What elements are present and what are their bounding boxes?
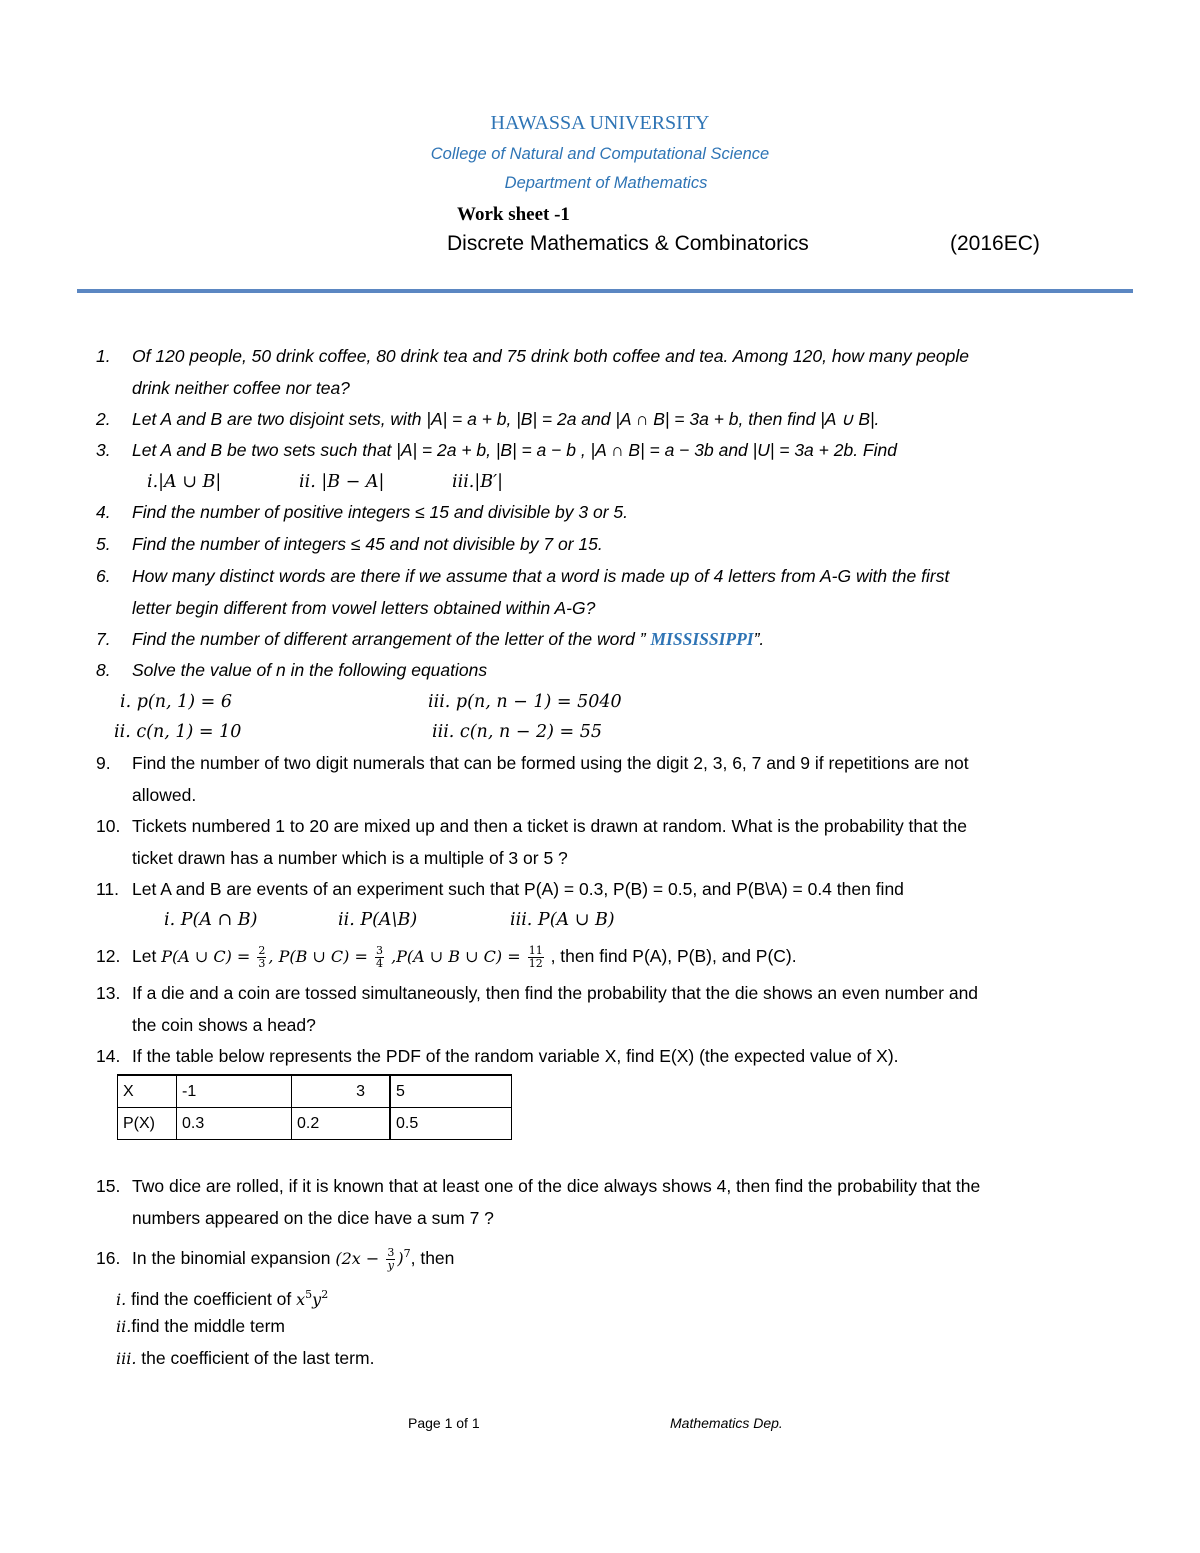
table-row [118,1108,512,1140]
question-text-end: , then find P(A), P(B), and P(C). [545,946,797,966]
question-text-continued: ticket drawn has a number which is a multiple of 3 or 5 ? [132,847,568,868]
part-text: find the middle term [131,1316,286,1336]
denominator: y [387,1258,394,1272]
question-10 [96,811,1126,874]
question-text: Find the number of different arrangement of the letter of the word ” [132,629,651,649]
q8-part-iii-a: iii. p(n, n − 1) = 5040 [428,692,622,712]
part-label: i. [116,1289,127,1309]
exponent: 5 [305,1288,313,1301]
pdf-table [117,1074,512,1140]
table-cell: 5 [390,1075,512,1108]
question-9 [96,748,1126,811]
math-expression: (2x − [335,1248,385,1268]
question-text: Two dice are rolled, if it is known that at least one of the dice always shows 4, then find the probability that the [132,1176,981,1196]
math-var: y [312,1289,322,1309]
question-13 [96,978,1126,1041]
part-text: find the coefficient of [126,1288,297,1309]
question-number: 11. [96,879,120,899]
question-14 [96,1041,1126,1073]
part-label: iii. [116,1349,137,1368]
table-cell: X [118,1075,177,1108]
question-number: 14. [96,1046,121,1066]
math-expression: ,P(A ∪ B ∪ C) = [385,947,526,966]
worksheet-title: Work sheet -1 [457,204,570,225]
numerator: 3 [387,1245,395,1259]
question-number: 8. [96,660,111,680]
college-name: College of Natural and Computational Science [430,145,770,163]
q3-part-iii: iii.|B′| [452,472,503,492]
numerator: 11 [528,943,543,957]
question-text: If the table below represents the PDF of the random variable X, find E(X) (the expected value of X). [132,1046,899,1066]
table-cell: P(X) [118,1108,177,1140]
question-text-continued: drink neither coffee nor tea? [132,377,350,398]
q16-part-ii [116,1311,285,1342]
question-text-continued: allowed. [132,784,197,805]
part-text: the coefficient of the last term. [136,1348,375,1368]
question-number: 3. [96,440,111,460]
table-cell: 3 [292,1075,391,1108]
table-cell: 0.3 [177,1108,292,1140]
exponent: 2 [321,1288,329,1301]
question-11 [96,874,1126,906]
question-text: How many distinct words are there if we assume that a word is made up of 4 letters from A-G with the first [132,566,950,586]
q11-part-i: i. P(A ∩ B) [164,910,258,930]
question-text: Let A and B be two sets such that |A| = 2a + b, |B| = a − b , |A ∩ B| = a − 3b and |U| = 3a + 2b. Find [132,440,897,460]
question-number: 1. [96,346,111,366]
highlighted-word: MISSISSIPPI [650,629,754,649]
question-text: Let [132,946,162,966]
math-expression: , P(B ∪ C) = [268,947,373,966]
fraction [386,1247,395,1272]
q11-part-ii: ii. P(A\B) [338,910,418,930]
question-number: 5. [96,534,111,554]
footer-department: Mathematics Dep. [670,1415,783,1431]
numerator: 2 [258,943,266,957]
question-4 [96,497,1126,529]
question-number: 15. [96,1176,121,1196]
question-text: If a die and a coin are tossed simultaneously, then find the probability that the die shows an even number and [132,983,979,1003]
q16-part-iii [116,1343,374,1374]
course-title: Discrete Mathematics & Combinatorics [447,232,809,255]
table-row [118,1075,512,1108]
question-text: Let A and B are events of an experiment such that P(A) = 0.3, P(B) = 0.5, and P(B\A) = 0.4 then find [132,879,904,899]
question-6 [96,561,1126,624]
q3-part-ii: ii. |B − A| [299,472,385,492]
question-text: Find the number of two digit numerals that can be formed using the digit 2, 3, 6, 7 and 9 if repetitions are not [132,753,969,773]
course-year: (2016EC) [950,232,1040,255]
question-number: 9. [96,753,111,773]
question-5 [96,529,1126,561]
denominator: 4 [375,956,383,970]
header-divider [77,289,1133,293]
exponent: 7 [403,1247,411,1260]
fraction [257,945,266,970]
department-name: Department of Mathematics [504,174,708,192]
question-8 [96,655,1126,687]
university-name: HAWASSA UNIVERSITY [490,112,710,134]
question-2 [96,404,1126,436]
table-cell: 0.5 [390,1108,512,1140]
question-text: Find the number of integers ≤ 45 and not divisible by 7 or 15. [132,534,603,554]
math-expression: ) [397,1248,404,1268]
math-expression: P(A ∪ C) = [161,947,256,966]
table-cell: -1 [177,1075,292,1108]
question-1 [96,341,1126,404]
question-number: 13. [96,983,121,1003]
question-text: Find the number of positive integers ≤ 15 and divisible by 3 or 5. [132,502,628,522]
question-number: 12. [96,946,121,966]
question-number: 4. [96,502,111,522]
question-15 [96,1171,1126,1234]
question-text-continued: letter begin different from vowel letters obtained within A-G? [132,597,596,618]
fraction [375,945,384,970]
question-text: Let A and B are two disjoint sets, with |A| = a + b, |B| = 2a and |A ∩ B| = 3a + b, then find |A ∪ B|. [132,409,880,429]
q16-part-i [116,1279,328,1315]
question-number: 6. [96,566,111,586]
denominator: 3 [258,956,266,970]
question-text-continued: numbers appeared on the dice have a sum 7 ? [132,1207,494,1228]
denominator: 12 [528,956,543,970]
q8-part-iii-b: iii. c(n, n − 2) = 55 [432,722,603,742]
question-text-end: , then [410,1247,455,1268]
question-7 [96,624,1126,656]
question-text: Solve the value of n in the following equations [132,660,488,680]
q3-part-i: i.|A ∪ B| [147,472,222,492]
fraction [528,945,544,970]
question-number: 10. [96,816,121,836]
question-number: 2. [96,409,111,429]
question-number: 16. [96,1247,121,1268]
question-3 [96,435,1126,467]
question-16 [96,1238,1126,1274]
question-12 [96,941,1126,973]
question-text: In the binomial expansion [132,1247,336,1268]
part-label: ii. [116,1317,132,1336]
question-text: Tickets numbered 1 to 20 are mixed up and then a ticket is drawn at random. What is the probability that the [132,816,967,836]
q11-part-iii: iii. P(A ∪ B) [510,910,615,930]
table-cell: 0.2 [292,1108,391,1140]
question-number: 7. [96,629,111,649]
question-text-end: ”. [753,629,765,649]
numerator: 3 [375,943,383,957]
math-var: x [296,1289,306,1309]
q8-part-i: i. p(n, 1) = 6 [120,692,233,712]
question-text-continued: the coin shows a head? [132,1014,316,1035]
page-number: Page 1 of 1 [408,1415,480,1431]
q8-part-ii: ii. c(n, 1) = 10 [114,722,242,742]
question-text: Of 120 people, 50 drink coffee, 80 drink tea and 75 drink both coffee and tea. Among 120, how many people [132,346,970,366]
